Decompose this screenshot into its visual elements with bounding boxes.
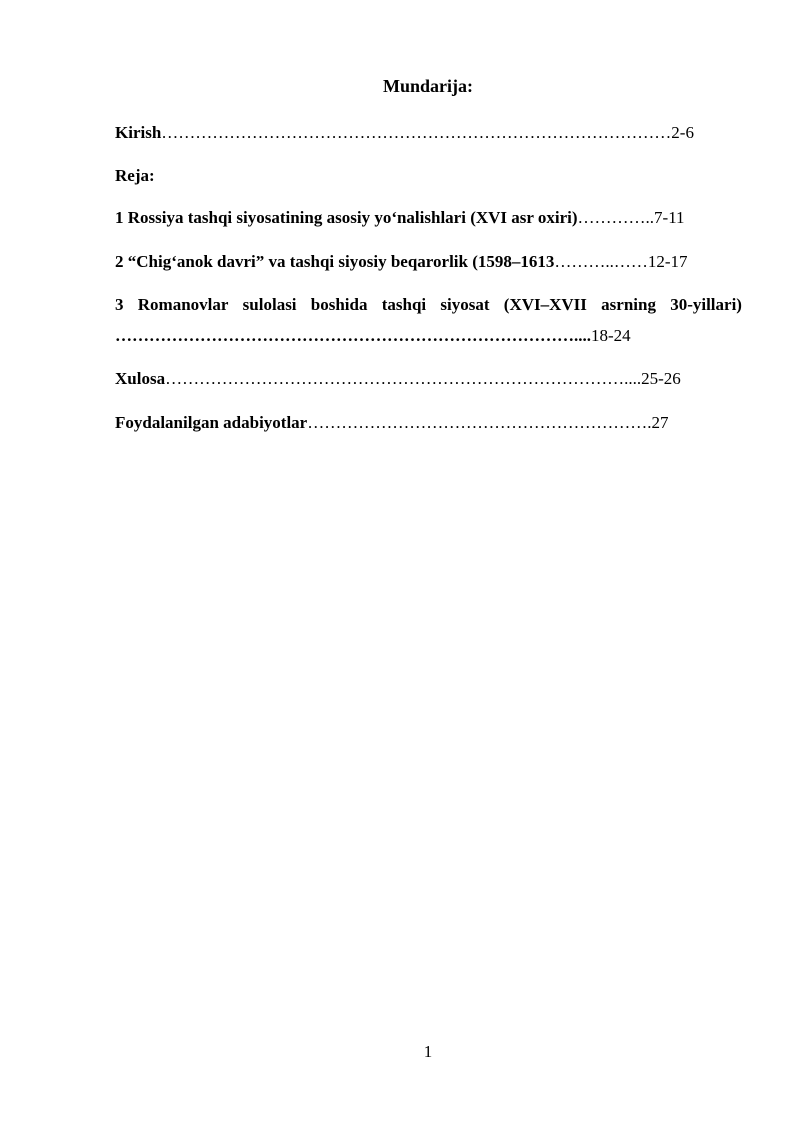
toc-pages: 12-17	[647, 252, 688, 271]
toc-label: 2 “Chig‘anok davri” va tashqi siyosiy beqarorlik (1598–1613	[115, 252, 555, 271]
toc-pages: 7-11	[654, 208, 685, 227]
toc-leader: …………………………………………………….	[307, 413, 652, 432]
toc-word: Romanovlar	[137, 295, 229, 314]
page-title: Mundarija:	[383, 76, 473, 96]
toc-entry-2	[115, 251, 688, 273]
toc-entry-xulosa	[115, 368, 681, 390]
toc-word: 3	[115, 295, 124, 314]
toc-leader: …………..	[577, 208, 655, 227]
toc-word: boshida	[310, 295, 368, 314]
toc-word: asrning	[601, 295, 656, 314]
toc-heading-reja: Reja:	[115, 166, 155, 185]
toc-word: 30-yillari)	[670, 295, 742, 314]
toc-word: tashqi	[381, 295, 427, 314]
toc-entry-1	[115, 207, 685, 229]
toc-word: (XVI–XVII	[503, 295, 587, 314]
toc-leader: ………………………………………………………………………………	[161, 123, 672, 142]
toc-label: Foydalanilgan adabiyotlar	[115, 413, 308, 432]
toc-leader: ………..……	[554, 252, 648, 271]
page-number: 1	[423, 1042, 433, 1061]
toc-label: 1 Rossiya tashqi siyosatining asosiy yo‘nalishlari (XVI asr oxiri)	[115, 208, 578, 227]
toc-leader: ………………………………………………………………………....	[165, 369, 642, 388]
toc-leader: ………………………………………………………………………....	[115, 326, 591, 345]
toc-word: siyosat	[440, 295, 490, 314]
toc-entry-kirish	[115, 122, 694, 144]
toc-entry-3-line2	[115, 325, 631, 347]
toc-pages: 25-26	[641, 369, 681, 388]
toc-label: Kirish	[115, 123, 162, 142]
toc-pages: 27	[651, 413, 669, 432]
toc-pages: 2-6	[671, 123, 694, 142]
toc-label: Xulosa	[115, 369, 166, 388]
toc-entry-foydalanilgan	[115, 412, 668, 434]
toc-entry-3-line1	[115, 294, 742, 316]
toc-pages: 18-24	[591, 326, 631, 345]
toc-word: sulolasi	[242, 295, 297, 314]
